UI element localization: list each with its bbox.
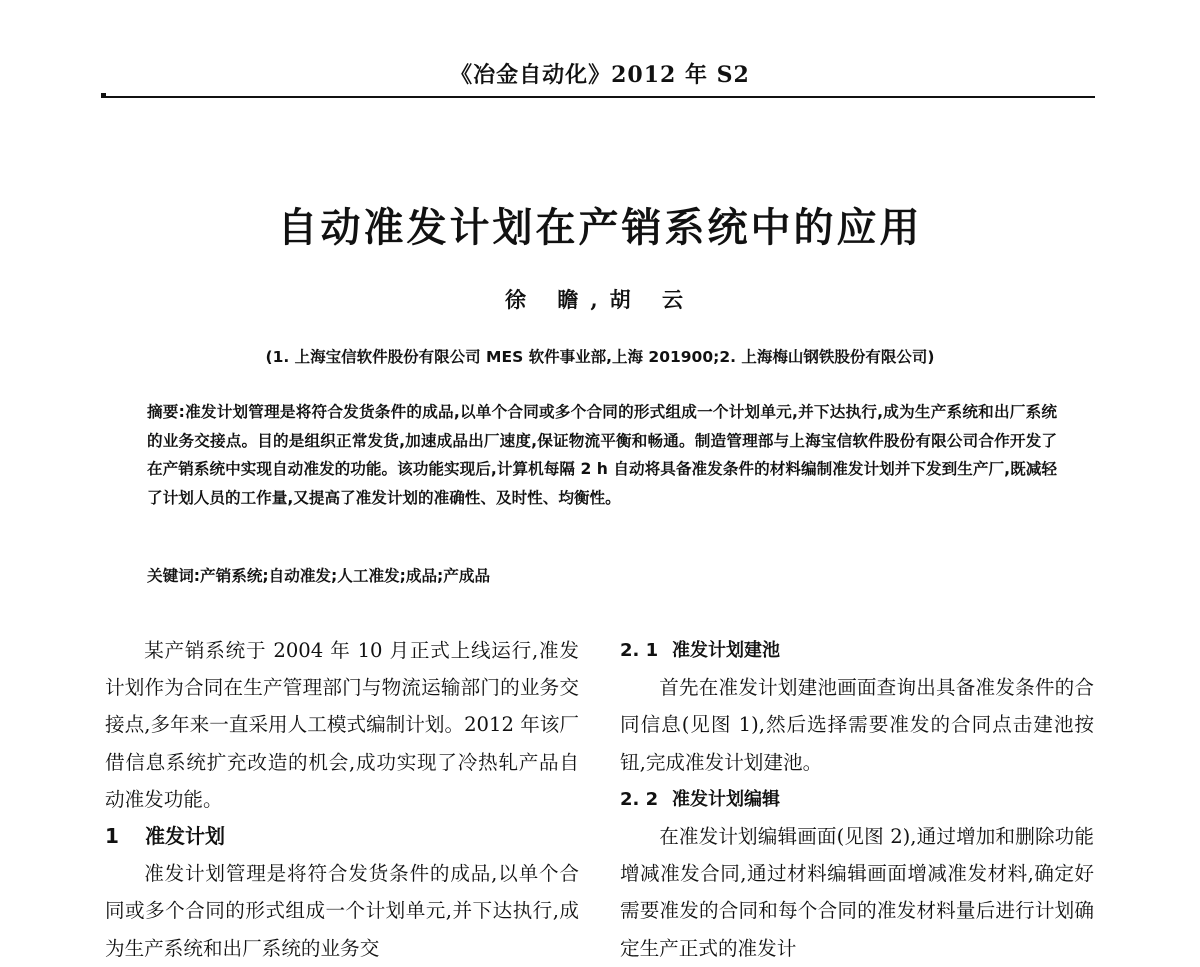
keywords-text: 产销系统;自动准发;人工准发;成品;产成品 (200, 567, 491, 585)
subsection-number: 2. 2 (620, 788, 659, 810)
section-number: 1 (105, 824, 119, 849)
subsection-title: 准发计划建池 (672, 640, 780, 661)
right-column (620, 632, 1094, 967)
section-heading-1 (105, 818, 579, 855)
subsection-2-1-paragraph: 首先在准发计划建池画面查询出具备准发条件的合同信息(见图 1),然后选择需要准发的合同点击建池按钮,完成准发计划建池。 (620, 676, 1094, 774)
subsection-2-2-paragraph: 在准发计划编辑画面(见图 2),通过增加和删除功能增减准发合同,通过材料编辑画面增减准发材料,确定好需要准发的合同和每个合同的准发材料量后进行计划确定生产正式的准发计 (620, 825, 1094, 960)
section-title: 准发计划 (145, 824, 225, 849)
keywords (147, 562, 1057, 590)
abstract-text: 准发计划管理是将符合发货条件的成品,以单个合同或多个合同的形式组成一个计划单元,并下达执行,成为生产系统和出厂系统的业务交接点。目的是组织正常发货,加速成品出厂速度,保证物流平衡和畅通。制造管理部与上海宝信软件股份有限公司合作开发了在产销系统中实现自动准发的功能。该功能实现后,计算机每隔 2 h 自动将具备准发条件的材料编制准发计划并下发到生产厂,既减轻了计划人员的工作量,又提高了准发计划的准确性、及时性、均衡性。 (147, 403, 1057, 507)
section-1-paragraph: 准发计划管理是将符合发货条件的成品,以单个合同或多个合同的形式组成一个计划单元,并下达执行,成为生产系统和出厂系统的业务交 (105, 862, 579, 960)
abstract-label: 摘要: (147, 403, 185, 421)
keywords-label: 关键词: (147, 567, 201, 585)
subsection-title: 准发计划编辑 (672, 788, 780, 810)
left-column (105, 632, 579, 967)
subsection-number: 2. 1 (620, 640, 659, 661)
article-authors: 徐 瞻,胡 云 (505, 287, 695, 312)
subsection-heading-2-1 (620, 632, 1094, 669)
article-title: 自动准发计划在产销系统中的应用 (277, 205, 923, 251)
article-affiliation: (1. 上海宝信软件股份有限公司 MES 软件事业部,上海 201900;2. 上海梅山钢铁股份有限公司) (265, 348, 935, 366)
abstract (147, 398, 1057, 512)
subsection-heading-2-2 (620, 781, 1094, 818)
header-rule (103, 96, 1095, 98)
intro-paragraph: 某产销系统于 2004 年 10 月正式上线运行,准发计划作为合同在生产管理部门与物流运输部门的业务交接点,多年来一直采用人工模式编制计划。2012 年该厂借信息系统扩充改造的机会,成功实现了冷热轧产品自动准发功能。 (105, 639, 579, 811)
running-header: 《冶金自动化》2012 年 S2 (450, 62, 750, 88)
